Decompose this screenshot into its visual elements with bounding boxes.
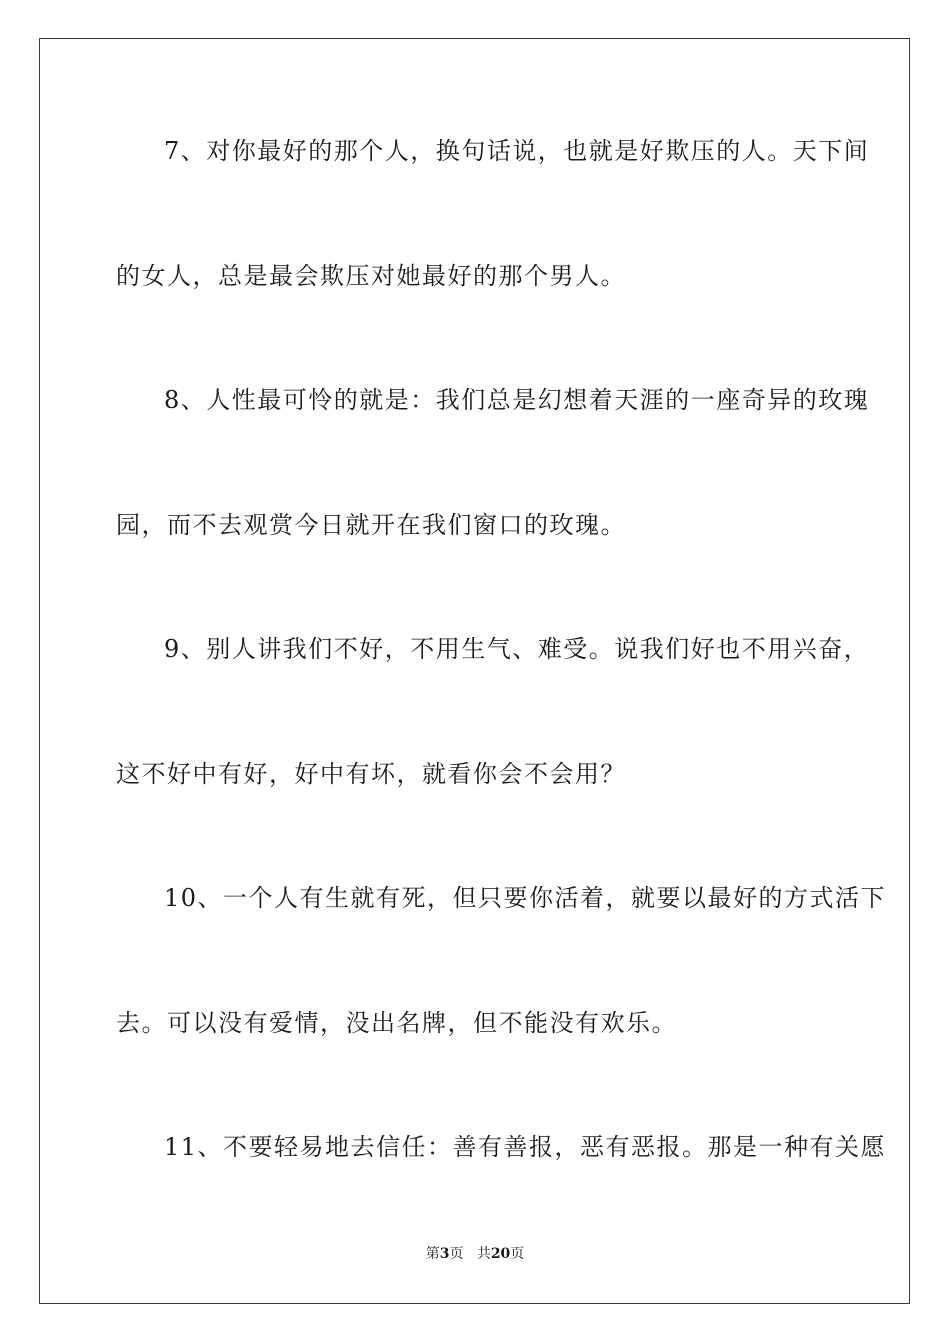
page-footer [0,1245,950,1263]
paragraph-7-line-1: 7、对你最好的那个人，换句话说，也就是好欺压的人。天下间 [164,137,870,165]
footer-page-suffix: 页 [449,1246,464,1262]
paragraph-10-line-2: 去。可以没有爱情，没出名牌，但不能没有欢乐。 [116,1009,677,1037]
paragraph-9-line-1: 9、别人讲我们不好，不用生气、难受。说我们好也不用兴奋， [164,635,870,663]
paragraph-8-line-2: 园，而不去观赏今日就开在我们窗口的玫瑰。 [116,511,626,539]
footer-page-prefix: 第 [425,1246,440,1262]
paragraph-9-line-2: 这不好中有好，好中有坏，就看你会不会用？ [116,760,626,788]
page-border [39,38,910,1304]
footer-page-number: 3 [439,1246,450,1262]
paragraph-7-line-2: 的女人，总是最会欺压对她最好的那个男人。 [116,262,626,290]
paragraph-10-line-1: 10、一个人有生就有死，但只要你活着，就要以最好的方式活下 [164,884,887,912]
footer-total-suffix: 页 [510,1246,525,1262]
paragraph-11-line-1: 11、不要轻易地去信任：善有善报，恶有恶报。那是一种有关愿 [164,1133,887,1161]
footer-total-pages: 20 [490,1246,511,1262]
paragraph-8-line-1: 8、人性最可怜的就是：我们总是幻想着天涯的一座奇异的玫瑰 [164,386,870,414]
footer-total-prefix: 共 [476,1246,491,1262]
